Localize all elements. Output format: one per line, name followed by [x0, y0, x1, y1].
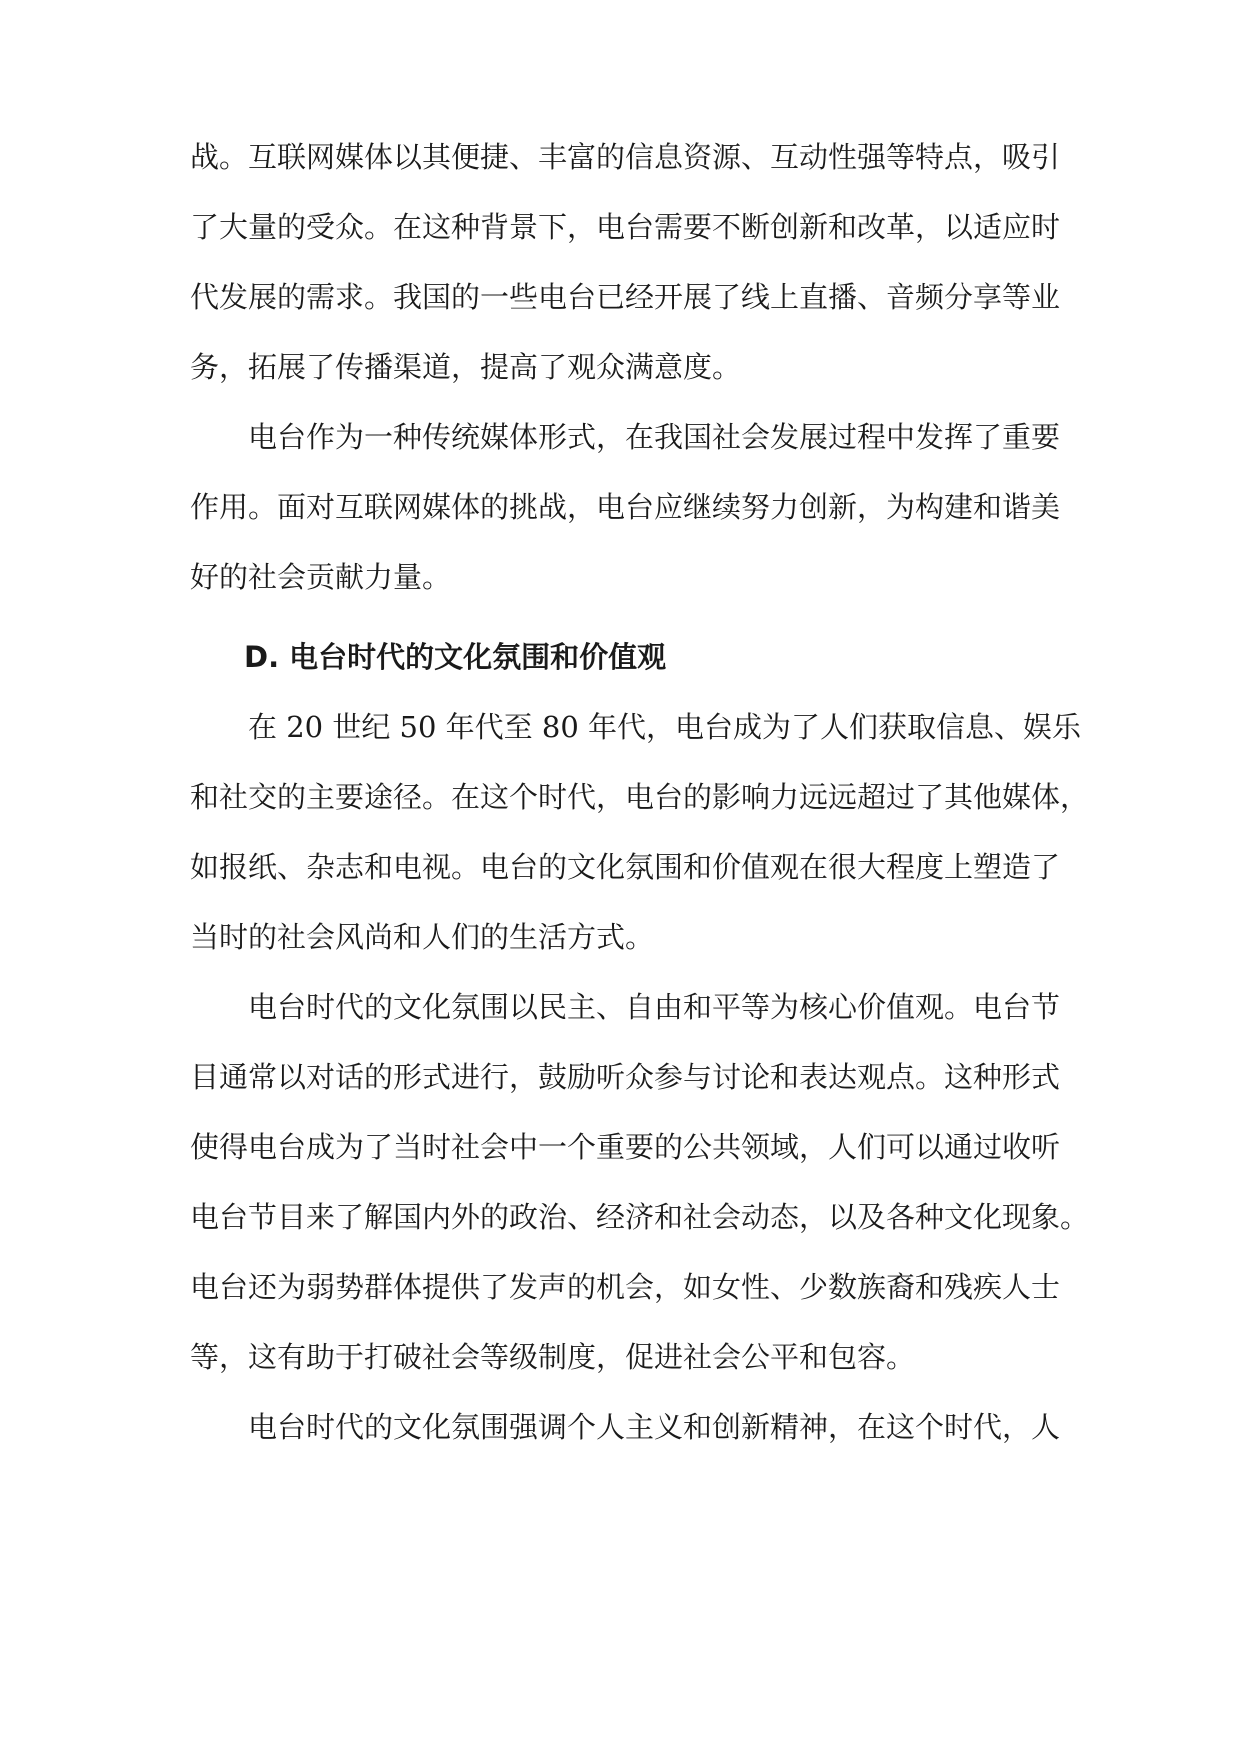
paragraph-line: 电台作为一种传统媒体形式，在我国社会发展过程中发挥了重要 [248, 420, 1061, 454]
paragraph-line: 目通常以对话的形式进行，鼓励听众参与讨论和表达观点。这种形式 [190, 1060, 1061, 1094]
paragraph-line: 电台节目来了解国内外的政治、经济和社会动态，以及各种文化现象。 [190, 1200, 1090, 1234]
paragraph-line: 好的社会贡献力量。 [190, 560, 452, 594]
paragraph-line: 电台时代的文化氛围以民主、自由和平等为核心价值观。电台节 [248, 990, 1061, 1024]
paragraph-line: 电台还为弱势群体提供了发声的机会，如女性、少数族裔和残疾人士 [190, 1270, 1061, 1304]
paragraph-line: 务，拓展了传播渠道，提高了观众满意度。 [190, 350, 742, 384]
paragraph-line: 在 20 世纪 50 年代至 80 年代，电台成为了人们获取信息、娱乐 [248, 710, 1082, 744]
paragraph-line: 如报纸、杂志和电视。电台的文化氛围和价值观在很大程度上塑造了 [190, 850, 1061, 884]
paragraph-line: 战。互联网媒体以其便捷、丰富的信息资源、互动性强等特点，吸引 [190, 140, 1061, 174]
paragraph-line: 作用。面对互联网媒体的挑战，电台应继续努力创新，为构建和谐美 [190, 490, 1061, 524]
paragraph-line: 使得电台成为了当时社会中一个重要的公共领域，人们可以通过收听 [190, 1130, 1061, 1164]
paragraph-line: 等，这有助于打破社会等级制度，促进社会公平和包容。 [190, 1340, 916, 1374]
paragraph-line: 当时的社会风尚和人们的生活方式。 [190, 920, 655, 954]
paragraph-line: 电台时代的文化氛围强调个人主义和创新精神，在这个时代，人 [248, 1410, 1061, 1444]
paragraph-line: 代发展的需求。我国的一些电台已经开展了线上直播、音频分享等业 [190, 280, 1061, 314]
paragraph-line: 和社交的主要途径。在这个时代，电台的影响力远远超过了其他媒体， [190, 780, 1090, 814]
section-heading: D. 电台时代的文化氛围和价值观 [244, 640, 667, 674]
paragraph-line: 了大量的受众。在这种背景下，电台需要不断创新和改革，以适应时 [190, 210, 1061, 244]
